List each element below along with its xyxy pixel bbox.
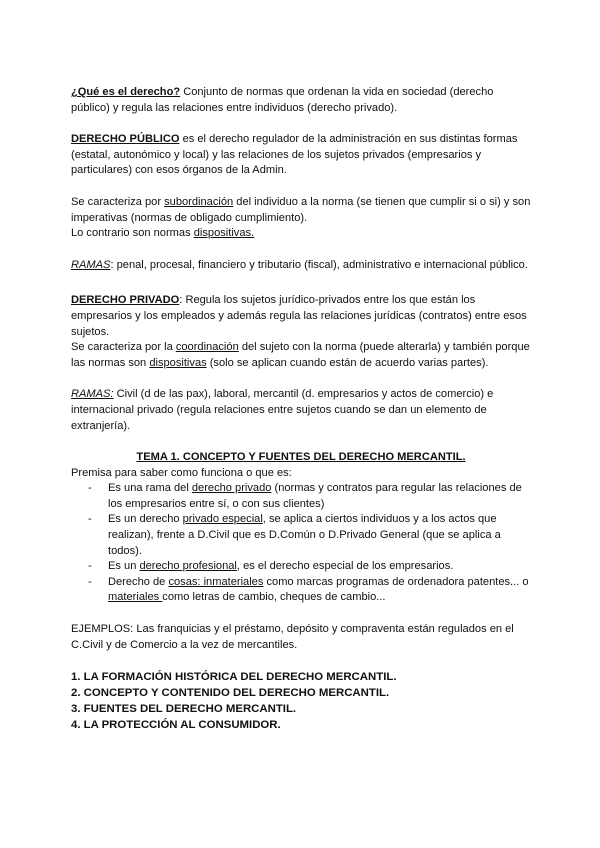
section-heading: 1. LA FORMACIÓN HISTÓRICA DEL DERECHO MERCANTIL. xyxy=(71,671,397,684)
tema-list xyxy=(71,481,531,606)
sections-list xyxy=(71,669,531,733)
publico-ramas-label: RAMAS xyxy=(71,258,111,271)
privado-ramas-text: Civil (d de las pax), laboral, mercantil (d. empresarios y actos de comercio) e internacional privado (regula relaciones entre sujetos cuando se dan un elemento de extranjería). xyxy=(71,388,494,432)
privado-char-term: coordinación xyxy=(175,341,239,354)
publico-contrary-pre: Lo contrario son normas xyxy=(71,227,194,240)
list-item xyxy=(108,559,531,575)
list-item xyxy=(108,575,531,606)
list-item-pre: Derecho de xyxy=(108,575,169,588)
publico-characteristics-paragraph xyxy=(71,195,531,226)
privado-definition-paragraph xyxy=(71,293,531,340)
publico-definition-paragraph xyxy=(71,132,531,179)
list-item-post: , se aplica a ciertos individuos y a los actos que realizan), frente a D.Civil que es D.Común o D.Privado General (que se aplica a todos). xyxy=(108,513,501,557)
intro-paragraph xyxy=(71,85,531,116)
publico-ramas-text: : penal, procesal, financiero y tributario (fiscal), administrativo e internacional público. xyxy=(110,258,528,271)
list-item-term: privado especial xyxy=(182,513,263,526)
list-item-pre: Es un xyxy=(108,560,140,573)
section-heading: 4. LA PROTECCIÓN AL CONSUMIDOR. xyxy=(71,719,281,732)
tema-premise: Premisa para saber como funciona o que es: xyxy=(71,466,292,479)
publico-ramas-paragraph xyxy=(71,258,531,274)
publico-char-term: subordinación xyxy=(164,195,234,208)
list-item-term2: materiales xyxy=(108,591,163,604)
intro-question: ¿Qué es el derecho? xyxy=(71,86,181,98)
list-item-post: como marcas programas de ordenadora patentes... o xyxy=(263,575,529,588)
privado-char-post: (solo se aplican cuando están de acuerdo varias partes). xyxy=(206,356,489,369)
list-item-term: cosas: inmateriales xyxy=(168,575,264,588)
privado-ramas-paragraph xyxy=(71,387,531,434)
list-item-term: derecho privado xyxy=(191,482,272,495)
section-heading: 2. CONCEPTO Y CONTENIDO DEL DERECHO MERCANTIL. xyxy=(71,687,390,700)
intro-answer: Conjunto de normas que ordenan la vida en sociedad (derecho público) y regula las relaciones entre individuos (derecho privado). xyxy=(71,86,494,114)
publico-contrary-term: dispositivas. xyxy=(193,227,255,240)
privado-characteristics-paragraph xyxy=(71,340,531,371)
publico-heading: DERECHO PÚBLICO xyxy=(71,133,180,146)
list-item xyxy=(108,512,531,559)
privado-char-mid: del sujeto con la norma (puede alterarla) y también porque las normas son xyxy=(71,341,530,369)
publico-char-pre: Se caracteriza por xyxy=(71,195,165,208)
list-item-post: (normas y contratos para regular las relaciones de los empresarios entre sí, o con sus clientes) xyxy=(108,482,522,510)
privado-definition: : Regula los sujetos jurídico-privados entre los que están los empresarios y los empleados y además regula las relaciones jurídicas (contratos) entre esos sujetos. xyxy=(71,294,527,338)
publico-char-post: del individuo a la norma (se tienen que cumplir si o si) y son imperativas (normas de obligado cumplimiento). xyxy=(71,195,531,224)
list-item xyxy=(108,481,531,512)
privado-heading: DERECHO PRIVADO xyxy=(71,294,180,307)
publico-contrary-paragraph xyxy=(71,226,531,242)
list-item-pre: Es un derecho xyxy=(108,513,183,526)
privado-char-pre: Se caracteriza por la xyxy=(71,341,176,354)
privado-char-term2: dispositivas xyxy=(149,356,207,369)
list-item-post2: como letras de cambio, cheques de cambio... xyxy=(162,591,386,604)
publico-definition: es el derecho regulador de la administración en sus distintas formas (estatal, autonómico y local) y las relaciones de los sujetos privados (empresarios y particulares) con esos órganos de la Admin. xyxy=(71,133,518,177)
examples-paragraph: EJEMPLOS: Las franquicias y el préstamo, depósito y compraventa están regulados en el C.Civil y de Comercio a la vez de mercantiles. xyxy=(71,623,514,651)
section-heading: 3. FUENTES DEL DERECHO MERCANTIL. xyxy=(71,703,297,716)
privado-ramas-label: RAMAS: xyxy=(71,388,114,401)
list-item-post: , es el derecho especial de los empresarios. xyxy=(236,560,454,573)
tema-title: TEMA 1. CONCEPTO Y FUENTES DEL DERECHO MERCANTIL. xyxy=(136,451,466,464)
document-body xyxy=(71,85,531,733)
list-item-term: derecho profesional xyxy=(139,560,237,573)
list-item-pre: Es una rama del xyxy=(108,482,192,495)
